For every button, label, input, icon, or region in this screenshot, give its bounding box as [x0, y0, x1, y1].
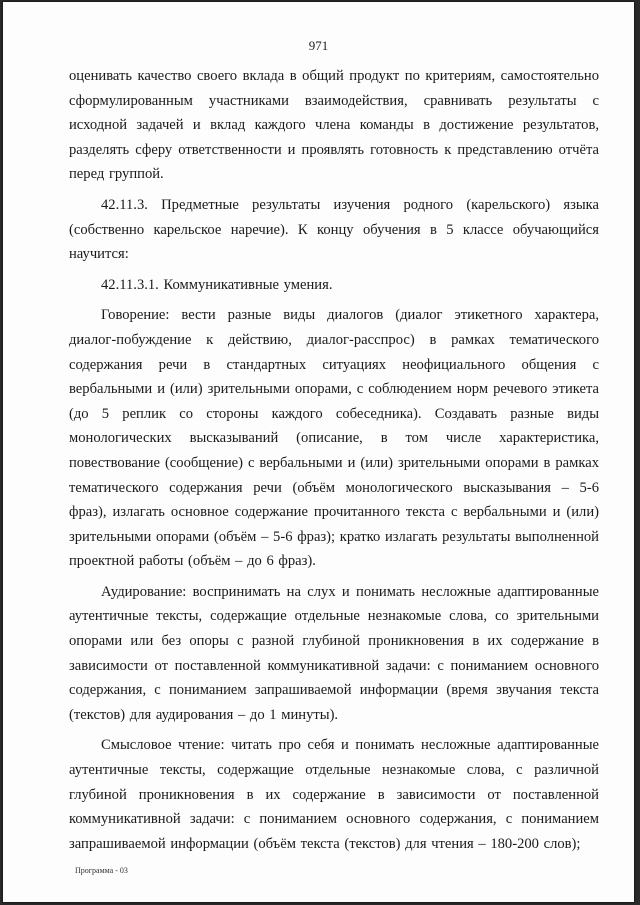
paragraph-communicative-skills-heading: 42.11.3.1. Коммуникативные умения. [101, 276, 333, 293]
paragraph-speaking: Говорение: вести разные виды диалогов (диалог этикетного характера, диалог-побуждение к действию, диалог-расспрос) в рамках тематического содержания речи в стандартных ситуациях неофициального общения с вербальными и (или) зрительными опорами, с соблюдением норм речевого этикета (до 5 реплик со стороны каждого собеседника). Создавать разные виды монологических высказываний (описание, в том числе характеристика, повествование (сообщение) с вербальными и (или) зрительными опорами в рамках тематического содержания речи (объём монологического высказывания – 5-6 фраз), излагать основное содержание прочитанного текста с вербальными и (или) зрительными опорами (объём – 5-6 фраз); кратко излагать результаты выполненной проектной работы (объём – до 6 фраз). [69, 307, 599, 570]
footer-label: Программа - 03 [75, 866, 128, 875]
paragraph-listening: Аудирование: воспринимать на слух и понимать несложные адаптированные аутентичные тексты, содержащие отдельные незнакомые слова, со зрительными опорами или без опоры с разной глубиной проникновения в их содержание в зависимости от поставленной коммуникативной задачи: с пониманием основного содержания, с пониманием запрашиваемой информации (время звучания текста (текстов) для аудирования – до 1 минуты). [69, 583, 599, 723]
document-body [69, 64, 599, 862]
paragraph-continuation: оценивать качество своего вклада в общий продукт по критериям, самостоятельно сформулированным участниками взаимодействия, сравнивать результаты с исходной задачей и вклад каждого члена команды в достижение результатов, разделять сферу ответственности и проявлять готовность к представлению отчёта перед группой. [69, 68, 599, 183]
document-page [3, 2, 634, 902]
paragraph-subject-results: 42.11.3. Предметные результаты изучения родного (карельского) языка (собственно карельское наречие). К концу обучения в 5 классе обучающийся научится: [69, 196, 599, 263]
paragraph-reading: Смысловое чтение: читать про себя и понимать несложные адаптированные аутентичные тексты, содержащие отдельные незнакомые слова, с различной глубиной проникновения в их содержание в зависимости от поставленной коммуникативной задачи: с пониманием основного содержания, с пониманием запрашиваемой информации (объём текста (текстов) для чтения – 180-200 слов); [69, 737, 599, 852]
page-number: 971 [308, 38, 329, 53]
